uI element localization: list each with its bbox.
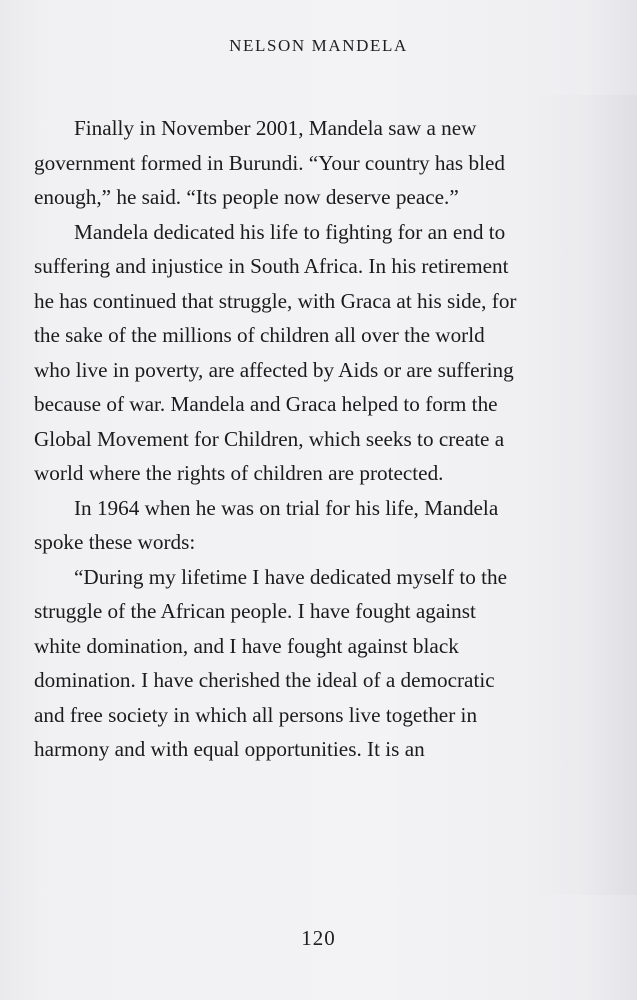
running-head: NELSON MANDELA: [229, 36, 408, 55]
paragraph-burundi: Finally in November 2001, Mandela saw a new government formed in Burundi. “Your country has bled enough,” he said. “Its people now deserve peace.”: [34, 116, 505, 209]
body-text: [34, 111, 524, 767]
paragraph-dedication: Mandela dedicated his life to fighting for an end to suffering and injustice in South Africa. In his retirement he has continued that struggle, with Graca at his side, for the sake of the millions of children all over the world who live in poverty, are affected by Aids or are suffering because of war. Mandela and Graca helped to form the Global Movement for Children, which seeks to create a world where the rights of children are protected.: [34, 219, 517, 485]
page-number: 120: [301, 926, 336, 950]
show-through-shadow: [527, 95, 637, 895]
paragraph-quote: “During my lifetime I have dedicated myself to the struggle of the African people. I have fought against white domination, and I have fought against black domination. I have cherished the ideal of a democratic and free society in which all persons live together in harmony and with equal opportunities. It is an: [34, 564, 508, 761]
paragraph-trial: In 1964 when he was on trial for his life, Mandela spoke these words:: [34, 495, 499, 554]
